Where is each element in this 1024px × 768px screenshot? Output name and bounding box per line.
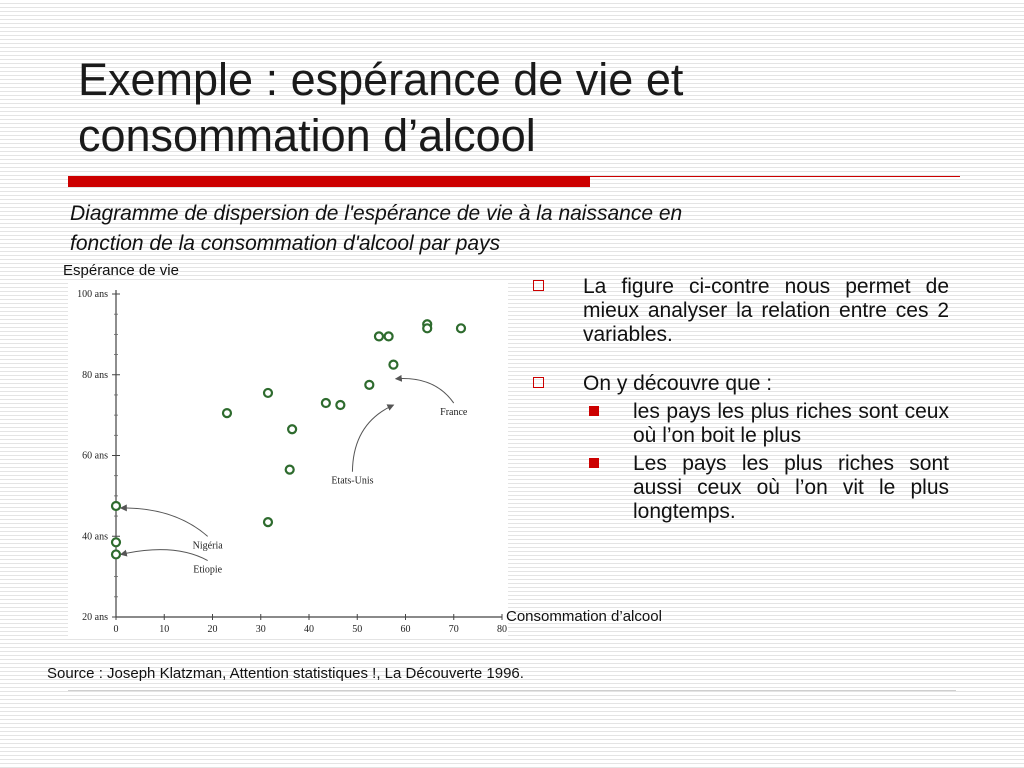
data-point — [264, 518, 272, 526]
data-point — [375, 332, 383, 340]
x-tick-label: 0 — [113, 624, 119, 635]
bullet-item — [531, 275, 949, 347]
chart-description — [70, 199, 950, 259]
data-point — [385, 332, 393, 340]
annotation-arrow — [396, 379, 454, 404]
scatter-chart-panel — [68, 282, 508, 638]
data-point — [223, 409, 231, 417]
slide-title — [78, 52, 958, 164]
scatter-chart — [68, 282, 508, 638]
title-divider-line — [590, 176, 960, 177]
x-tick-label: 80 — [497, 624, 507, 635]
y-axis-caption: Espérance de vie — [63, 262, 179, 279]
annotation-label: France — [440, 407, 468, 419]
y-tick-label: 100 ans — [77, 289, 108, 300]
annotation-label: Nigéria — [192, 540, 223, 552]
filled-square-bullet-icon — [589, 458, 599, 468]
data-point — [288, 425, 296, 433]
title-line-1: Exemple : espérance de vie et — [78, 54, 684, 105]
hollow-square-bullet-icon — [533, 280, 544, 291]
data-point — [264, 389, 272, 397]
title-accent-bar — [68, 176, 590, 187]
annotation-label: Etiopie — [193, 564, 223, 576]
sub-bullet-list — [583, 400, 949, 524]
bullet-text: On y découvre que : — [583, 372, 773, 395]
title-line-2: consommation d’alcool — [78, 110, 536, 161]
data-point — [423, 324, 431, 332]
data-point — [457, 324, 465, 332]
data-point — [336, 401, 344, 409]
annotation-label: Etats-Unis — [331, 475, 374, 487]
y-tick-label: 80 ans — [82, 369, 108, 381]
bullet-item — [531, 372, 949, 524]
data-point — [389, 361, 397, 369]
data-point — [112, 502, 120, 510]
data-point — [365, 381, 373, 389]
x-tick-label: 30 — [255, 624, 266, 635]
sub-bullet-item — [531, 452, 949, 524]
data-point — [112, 550, 120, 558]
y-tick-label: 60 ans — [82, 450, 108, 462]
x-tick-label: 70 — [448, 624, 459, 635]
filled-square-bullet-icon — [589, 406, 599, 416]
footer-divider — [68, 690, 956, 691]
sub-bullet-text: les pays les plus riches sont ceux où l’on boit le plus — [633, 400, 949, 447]
source-citation: Source : Joseph Klatzman, Attention statistiques !, La Découverte 1996. — [47, 665, 524, 682]
sub-bullet-item — [531, 400, 949, 448]
bullet-text: La figure ci-contre nous permet de mieux analyser la relation entre ces 2 variables. — [583, 275, 949, 346]
data-point — [322, 399, 330, 407]
y-tick-label: 20 ans — [82, 612, 108, 623]
data-point — [286, 466, 294, 474]
subtitle-line-1: Diagramme de dispersion de l'espérance de vie à la naissance en — [70, 202, 683, 225]
x-tick-label: 20 — [207, 624, 218, 635]
x-tick-label: 40 — [304, 624, 314, 635]
bullet-list — [531, 275, 949, 524]
x-tick-label: 60 — [400, 624, 411, 635]
x-axis-caption: Consommation d’alcool — [506, 608, 662, 625]
hollow-square-bullet-icon — [533, 377, 544, 388]
y-tick-label: 40 ans — [82, 531, 108, 543]
sub-bullet-text: Les pays les plus riches sont aussi ceux où l’on vit le plus longtemps. — [633, 452, 949, 523]
subtitle-line-2: fonction de la consommation d'alcool par pays — [70, 232, 501, 255]
annotation-arrow — [121, 508, 208, 536]
x-tick-label: 10 — [159, 624, 170, 635]
data-point — [112, 538, 120, 546]
annotation-arrow — [352, 405, 393, 472]
x-tick-label: 50 — [352, 624, 363, 635]
